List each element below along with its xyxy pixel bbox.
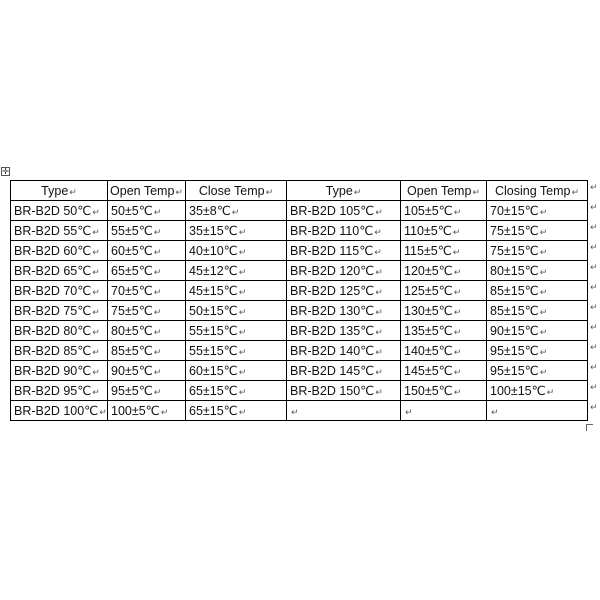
- end-of-cell-mark-icon: ↵: [153, 227, 162, 237]
- cell-closing-temp[interactable]: [487, 301, 588, 321]
- cell-open-temp[interactable]: [401, 301, 487, 321]
- cell-type[interactable]: [287, 281, 401, 301]
- cell-text: 150±5℃: [404, 384, 453, 398]
- cell-open-temp[interactable]: [401, 221, 487, 241]
- end-of-cell-mark-icon: ↵: [453, 387, 462, 397]
- cell-text: BR-B2D 140℃: [290, 344, 375, 358]
- cell-type[interactable]: [287, 381, 401, 401]
- end-of-row-mark-icon: ↵: [590, 303, 598, 313]
- end-of-cell-mark-icon: ↵: [453, 267, 462, 277]
- cell-open-temp[interactable]: [401, 361, 487, 381]
- cell-text: BR-B2D 90℃: [14, 364, 92, 378]
- end-of-cell-mark-icon: ↵: [238, 327, 247, 337]
- cell-text: 100±5℃: [111, 404, 160, 418]
- end-of-row-mark-icon: ↵: [590, 363, 598, 373]
- cell-text: 55±15℃: [189, 344, 238, 358]
- cell-type[interactable]: [11, 301, 108, 321]
- cell-type[interactable]: [11, 401, 108, 421]
- cell-text: 65±5℃: [111, 264, 153, 278]
- cell-open-temp[interactable]: [401, 321, 487, 341]
- header-cell-close-temp[interactable]: [186, 181, 287, 201]
- cell-open-temp[interactable]: [401, 261, 487, 281]
- cell-text: 135±5℃: [404, 324, 453, 338]
- cell-open-temp[interactable]: [108, 241, 186, 261]
- cell-text: 60±5℃: [111, 244, 153, 258]
- cell-text: BR-B2D 110℃: [290, 224, 374, 238]
- cell-text: 75±15℃: [490, 244, 539, 258]
- end-of-cell-mark-icon: ↵: [539, 287, 548, 297]
- cell-type[interactable]: [287, 341, 401, 361]
- end-of-cell-mark-icon: ↵: [175, 186, 183, 197]
- cell-closing-temp[interactable]: [487, 361, 588, 381]
- cell-text: 125±5℃: [404, 284, 453, 298]
- end-of-cell-mark-icon: ↵: [160, 407, 169, 417]
- cell-close-temp[interactable]: [186, 241, 287, 261]
- end-of-row-mark-icon: ↵: [590, 383, 598, 393]
- table-body: [11, 181, 588, 421]
- cell-closing-temp[interactable]: [487, 401, 588, 421]
- cell-text: 50±15℃: [189, 304, 238, 318]
- cell-text: Open Temp: [110, 183, 175, 198]
- end-of-cell-mark-icon: ↵: [546, 387, 555, 397]
- table-row: [11, 381, 588, 401]
- cell-text: BR-B2D 95℃: [14, 384, 92, 398]
- table-row: [11, 261, 588, 281]
- cell-open-temp[interactable]: [108, 401, 186, 421]
- end-of-cell-mark-icon: ↵: [571, 186, 580, 197]
- cell-closing-temp[interactable]: [487, 381, 588, 401]
- cell-type[interactable]: [287, 201, 401, 221]
- end-of-cell-mark-icon: ↵: [238, 287, 247, 297]
- end-of-cell-mark-icon: ↵: [353, 186, 362, 197]
- cell-open-temp[interactable]: [108, 261, 186, 281]
- end-of-row-mark-icon: ↵: [590, 183, 598, 193]
- cell-text: 75±15℃: [490, 224, 539, 238]
- cell-text: 45±12℃: [189, 264, 238, 278]
- end-of-cell-mark-icon: ↵: [375, 267, 383, 277]
- cell-text: BR-B2D 55℃: [14, 224, 92, 238]
- cell-type[interactable]: [11, 201, 108, 221]
- cell-open-temp[interactable]: [108, 221, 186, 241]
- cell-text: BR-B2D 145℃: [290, 364, 375, 378]
- cell-closing-temp[interactable]: [487, 221, 588, 241]
- cell-close-temp[interactable]: [186, 301, 287, 321]
- cell-text: 115±5℃: [404, 244, 452, 258]
- end-of-cell-mark-icon: ↵: [375, 287, 383, 297]
- cell-text: BR-B2D 75℃: [14, 304, 92, 318]
- end-of-cell-mark-icon: ↵: [539, 327, 548, 337]
- header-cell-open-temp[interactable]: [401, 181, 487, 201]
- end-of-cell-mark-icon: ↵: [539, 207, 548, 217]
- end-of-cell-mark-icon: ↵: [453, 327, 462, 337]
- cell-text: 80±15℃: [490, 264, 539, 278]
- cell-type[interactable]: [11, 341, 108, 361]
- end-of-cell-mark-icon: ↵: [92, 307, 100, 317]
- cell-text: 85±15℃: [490, 304, 539, 318]
- table-row: [11, 361, 588, 381]
- cell-text: BR-B2D 115℃: [290, 244, 374, 258]
- cell-text: 95±15℃: [490, 344, 539, 358]
- cell-text: 80±5℃: [111, 324, 153, 338]
- end-of-cell-mark-icon: ↵: [153, 307, 162, 317]
- end-of-cell-mark-icon: ↵: [405, 406, 413, 417]
- cell-text: 65±15℃: [189, 404, 238, 418]
- cell-text: 35±15℃: [189, 224, 238, 238]
- cell-text: 85±15℃: [490, 284, 539, 298]
- cell-text: 120±5℃: [404, 264, 453, 278]
- cell-type[interactable]: [287, 321, 401, 341]
- cell-text: 55±5℃: [111, 224, 153, 238]
- table-row: [11, 341, 588, 361]
- cell-text: BR-B2D 100℃: [14, 404, 99, 418]
- end-of-cell-mark-icon: ↵: [539, 267, 548, 277]
- cell-close-temp[interactable]: [186, 381, 287, 401]
- cell-type[interactable]: [11, 381, 108, 401]
- table-row: [11, 301, 588, 321]
- cell-open-temp[interactable]: [401, 381, 487, 401]
- cell-close-temp[interactable]: [186, 221, 287, 241]
- end-of-cell-mark-icon: ↵: [92, 247, 100, 257]
- end-of-cell-mark-icon: ↵: [375, 327, 383, 337]
- end-of-cell-mark-icon: ↵: [153, 247, 162, 257]
- cell-type[interactable]: [11, 241, 108, 261]
- end-of-cell-mark-icon: ↵: [539, 307, 548, 317]
- end-of-cell-mark-icon: ↵: [238, 387, 247, 397]
- cell-close-temp[interactable]: [186, 401, 287, 421]
- cell-text: 70±15℃: [490, 204, 539, 218]
- cell-closing-temp[interactable]: [487, 341, 588, 361]
- end-of-cell-mark-icon: ↵: [92, 227, 100, 237]
- end-of-row-mark-icon: ↵: [590, 223, 598, 233]
- cell-open-temp[interactable]: [108, 301, 186, 321]
- end-of-row-mark-icon: ↵: [590, 263, 598, 273]
- header-cell-type[interactable]: [287, 181, 401, 201]
- cell-open-temp[interactable]: [108, 321, 186, 341]
- header-cell-type[interactable]: [11, 181, 108, 201]
- cell-text: 90±15℃: [490, 324, 539, 338]
- cell-text: 40±10℃: [189, 244, 238, 258]
- table-row: [11, 201, 588, 221]
- cell-open-temp[interactable]: [401, 401, 487, 421]
- cell-text: Close Temp: [198, 183, 265, 198]
- end-of-cell-mark-icon: ↵: [92, 387, 100, 397]
- cell-type[interactable]: [287, 261, 401, 281]
- cell-text: BR-B2D 60℃: [14, 244, 92, 258]
- cell-text: BR-B2D 70℃: [14, 284, 92, 298]
- cell-close-temp[interactable]: [186, 261, 287, 281]
- end-of-cell-mark-icon: ↵: [452, 227, 461, 237]
- end-of-cell-mark-icon: ↵: [238, 247, 247, 257]
- end-of-cell-mark-icon: ↵: [238, 227, 247, 237]
- cell-closing-temp[interactable]: [487, 201, 588, 221]
- cell-text: BR-B2D 135℃: [290, 324, 375, 338]
- end-of-cell-mark-icon: ↵: [238, 367, 247, 377]
- cell-text: BR-B2D 150℃: [290, 384, 375, 398]
- cell-type[interactable]: [11, 221, 108, 241]
- end-of-cell-mark-icon: ↵: [92, 347, 100, 357]
- end-of-cell-mark-icon: ↵: [453, 367, 462, 377]
- end-of-cell-mark-icon: ↵: [453, 347, 462, 357]
- cell-open-temp[interactable]: [108, 201, 186, 221]
- cell-open-temp[interactable]: [401, 341, 487, 361]
- end-of-cell-mark-icon: ↵: [452, 247, 461, 257]
- end-of-cell-mark-icon: ↵: [99, 407, 107, 417]
- end-of-cell-mark-icon: ↵: [375, 347, 383, 357]
- cell-close-temp[interactable]: [186, 341, 287, 361]
- cell-close-temp[interactable]: [186, 361, 287, 381]
- cell-text: 70±5℃: [111, 284, 153, 298]
- cell-type[interactable]: [287, 221, 401, 241]
- cell-type[interactable]: [11, 361, 108, 381]
- end-of-row-mark-icon: ↵: [590, 403, 598, 413]
- table-row: [11, 221, 588, 241]
- end-of-cell-mark-icon: ↵: [231, 207, 240, 217]
- cell-closing-temp[interactable]: [487, 281, 588, 301]
- cell-text: 65±15℃: [189, 384, 238, 398]
- end-of-row-mark-icon: ↵: [590, 283, 598, 293]
- cell-text: BR-B2D 80℃: [14, 324, 92, 338]
- cell-text: BR-B2D 105℃: [290, 204, 375, 218]
- cell-text: BR-B2D 65℃: [14, 264, 92, 278]
- cell-type[interactable]: [287, 301, 401, 321]
- end-of-cell-mark-icon: ↵: [453, 287, 462, 297]
- cell-close-temp[interactable]: [186, 281, 287, 301]
- table-row: [11, 241, 588, 261]
- end-of-cell-mark-icon: ↵: [539, 367, 548, 377]
- cell-text: 75±5℃: [111, 304, 153, 318]
- end-of-cell-mark-icon: ↵: [153, 287, 162, 297]
- cell-text: 50±5℃: [111, 204, 153, 218]
- end-of-cell-mark-icon: ↵: [539, 247, 548, 257]
- end-of-cell-mark-icon: ↵: [291, 406, 299, 417]
- cell-open-temp[interactable]: [108, 281, 186, 301]
- cell-text: 35±8℃: [189, 204, 231, 218]
- cell-text: 60±15℃: [189, 364, 238, 378]
- end-of-cell-mark-icon: ↵: [238, 267, 247, 277]
- cell-closing-temp[interactable]: [487, 321, 588, 341]
- table-header-row: [11, 181, 588, 201]
- cell-open-temp[interactable]: [108, 361, 186, 381]
- cell-text: 145±5℃: [404, 364, 453, 378]
- end-of-row-mark-icon: ↵: [590, 203, 598, 213]
- end-of-cell-mark-icon: ↵: [539, 347, 548, 357]
- end-of-cell-mark-icon: ↵: [375, 367, 383, 377]
- cell-text: 110±5℃: [404, 224, 452, 238]
- cell-close-temp[interactable]: [186, 201, 287, 221]
- end-of-cell-mark-icon: ↵: [92, 287, 100, 297]
- cell-text: BR-B2D 120℃: [290, 264, 375, 278]
- end-of-cell-mark-icon: ↵: [539, 227, 548, 237]
- cell-text: Type: [41, 183, 69, 198]
- table-move-handle-icon[interactable]: ✛: [2, 167, 9, 176]
- end-of-row-mark-icon: ↵: [590, 343, 598, 353]
- end-of-cell-mark-icon: ↵: [375, 207, 383, 217]
- cell-text: BR-B2D 125℃: [290, 284, 375, 298]
- end-of-cell-mark-icon: ↵: [453, 307, 462, 317]
- cell-type[interactable]: [11, 321, 108, 341]
- header-cell-closing-temp[interactable]: [487, 181, 588, 201]
- cell-text: 105±5℃: [404, 204, 453, 218]
- cell-text: Type: [325, 183, 353, 198]
- end-of-cell-mark-icon: ↵: [374, 247, 382, 257]
- end-of-cell-mark-icon: ↵: [238, 407, 247, 417]
- table-row: [11, 321, 588, 341]
- end-of-cell-mark-icon: ↵: [375, 387, 383, 397]
- end-of-cell-mark-icon: ↵: [153, 347, 162, 357]
- end-of-cell-mark-icon: ↵: [153, 387, 162, 397]
- cell-text: 90±5℃: [111, 364, 153, 378]
- cell-text: 45±15℃: [189, 284, 238, 298]
- cell-close-temp[interactable]: [186, 321, 287, 341]
- end-of-cell-mark-icon: ↵: [375, 307, 383, 317]
- cell-text: 85±5℃: [111, 344, 153, 358]
- end-of-cell-mark-icon: ↵: [453, 207, 462, 217]
- end-of-row-mark-icon: ↵: [590, 243, 598, 253]
- cell-type[interactable]: [11, 281, 108, 301]
- cell-text: 55±15℃: [189, 324, 238, 338]
- cell-open-temp[interactable]: [401, 241, 487, 261]
- cell-open-temp[interactable]: [401, 201, 487, 221]
- table-row: [11, 401, 588, 421]
- cell-text: Closing Temp: [494, 183, 571, 198]
- cell-type[interactable]: [287, 361, 401, 381]
- end-of-cell-mark-icon: ↵: [238, 307, 247, 317]
- end-of-cell-mark-icon: ↵: [92, 367, 100, 377]
- cell-type[interactable]: [11, 261, 108, 281]
- end-of-cell-mark-icon: ↵: [92, 267, 100, 277]
- end-of-cell-mark-icon: ↵: [265, 186, 274, 197]
- cell-open-temp[interactable]: [401, 281, 487, 301]
- end-of-row-mark-icon: ↵: [590, 323, 598, 333]
- cell-text: 140±5℃: [404, 344, 453, 358]
- cell-text: 95±5℃: [111, 384, 153, 398]
- end-of-cell-mark-icon: ↵: [92, 327, 100, 337]
- temperature-spec-table: [10, 180, 588, 421]
- end-of-cell-mark-icon: ↵: [153, 267, 162, 277]
- cell-open-temp[interactable]: [108, 341, 186, 361]
- cell-type[interactable]: [287, 401, 401, 421]
- cell-closing-temp[interactable]: [487, 241, 588, 261]
- cell-closing-temp[interactable]: [487, 261, 588, 281]
- header-cell-open-temp[interactable]: [108, 181, 186, 201]
- cell-text: 100±15℃: [490, 384, 546, 398]
- cell-type[interactable]: [287, 241, 401, 261]
- end-of-cell-mark-icon: ↵: [69, 186, 77, 197]
- end-of-cell-mark-icon: ↵: [472, 186, 480, 197]
- end-of-cell-mark-icon: ↵: [153, 327, 162, 337]
- cell-text: BR-B2D 85℃: [14, 344, 92, 358]
- end-of-cell-mark-icon: ↵: [153, 207, 162, 217]
- table-resize-handle-icon[interactable]: [586, 424, 593, 431]
- end-of-cell-mark-icon: ↵: [153, 367, 162, 377]
- end-of-cell-mark-icon: ↵: [92, 207, 100, 217]
- cell-text: 95±15℃: [490, 364, 539, 378]
- cell-text: Open Temp: [407, 183, 472, 198]
- end-of-cell-mark-icon: ↵: [491, 406, 499, 417]
- cell-text: 130±5℃: [404, 304, 453, 318]
- cell-open-temp[interactable]: [108, 381, 186, 401]
- table-row: [11, 281, 588, 301]
- cell-text: BR-B2D 50℃: [14, 204, 92, 218]
- end-of-cell-mark-icon: ↵: [238, 347, 247, 357]
- cell-text: BR-B2D 130℃: [290, 304, 375, 318]
- end-of-cell-mark-icon: ↵: [374, 227, 382, 237]
